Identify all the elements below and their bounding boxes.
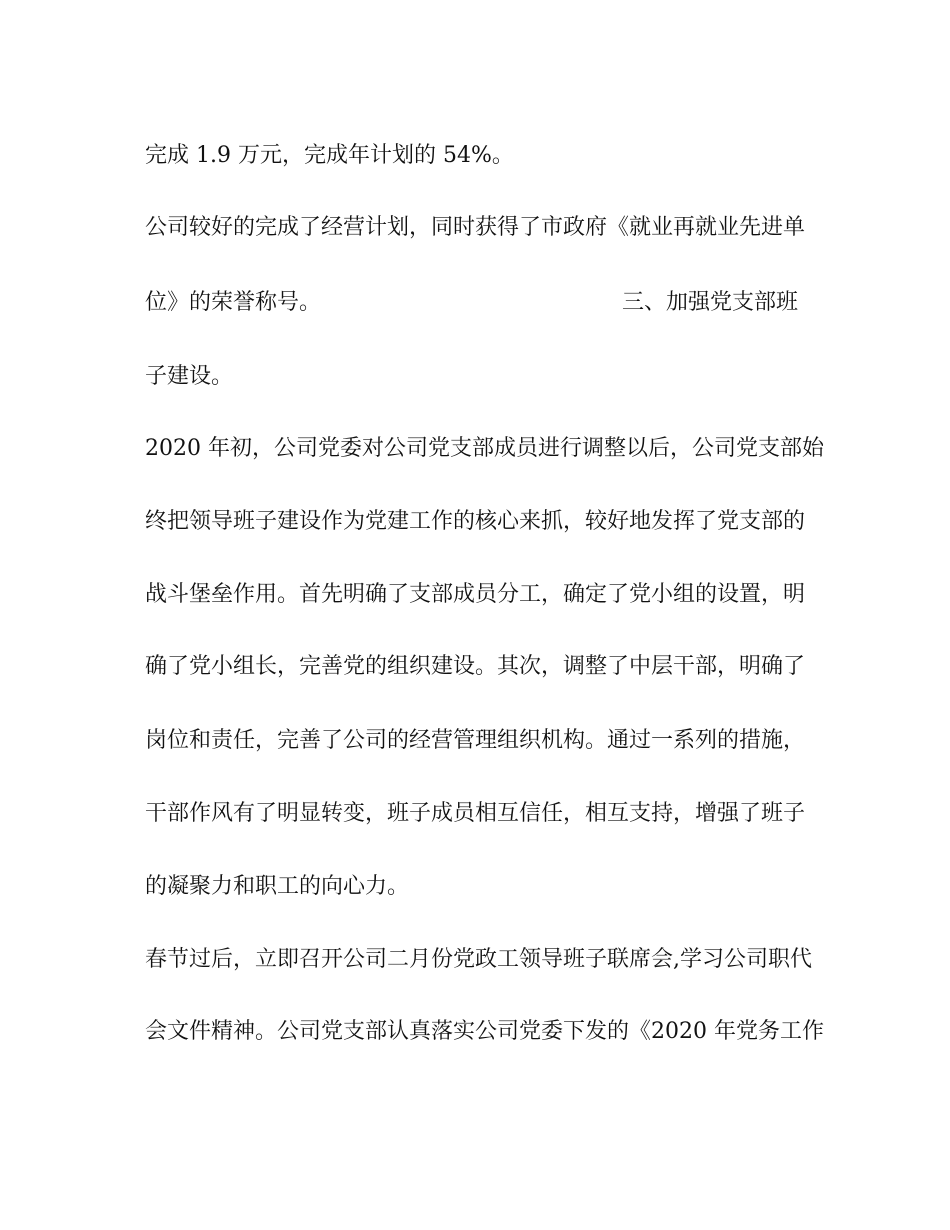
text-line: 2020 年初，公司党委对公司党支部成员进行调整以后，公司党支部始 — [145, 436, 824, 461]
text-line: 确了党小组长，完善党的组织建设。其次，调整了中层干部，明确了 — [145, 654, 806, 679]
text-line: 位》的荣誉称号。 — [145, 290, 322, 315]
text-line: 子建设。 — [145, 364, 234, 389]
text-line: 会文件精神。公司党支部认真落实公司党委下发的《2020 年党务工作 — [145, 1019, 824, 1044]
text-line: 的凝聚力和职工的向心力。 — [145, 874, 410, 899]
text-line: 春节过后，立即召开公司二月份党政工领导班子联席会,学习公司职代 — [145, 947, 812, 972]
text-line: 干部作风有了明显转变，班子成员相互信任，相互支持，增强了班子 — [145, 801, 806, 826]
text-line: 终把领导班子建设作为党建工作的核心来抓，较好地发挥了党支部的 — [145, 509, 806, 534]
text-line: 战斗堡垒作用。首先明确了支部成员分工，确定了党小组的设置，明 — [145, 582, 806, 607]
text-line: 岗位和责任，完善了公司的经营管理组织机构。通过一系列的措施， — [145, 728, 806, 753]
text-line: 完成 1.9 万元，完成年计划的 54%。 — [145, 143, 514, 168]
section-heading: 三、加强党支部班 — [622, 290, 799, 315]
text-line: 公司较好的完成了经营计划，同时获得了市政府《就业再就业先进单 — [145, 215, 806, 240]
